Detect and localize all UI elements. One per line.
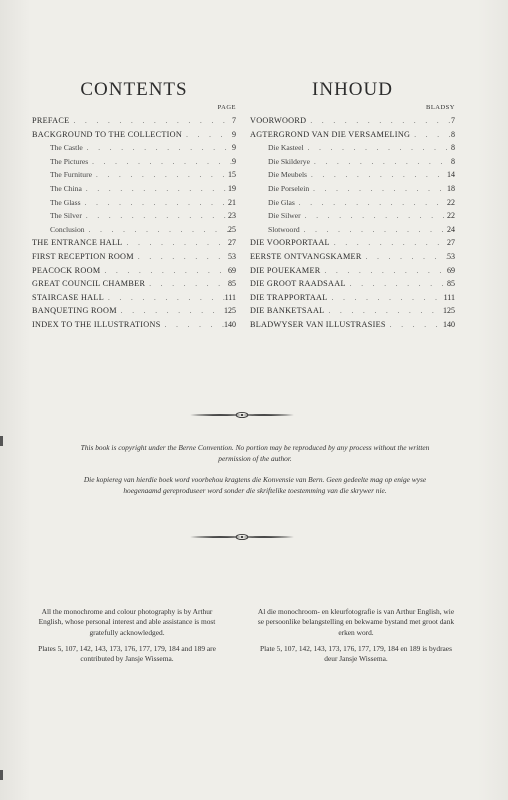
- toc-title: Die Silwer: [268, 211, 301, 221]
- toc-page: 69: [447, 265, 455, 275]
- dot-leader: [328, 292, 444, 305]
- toc-page: 8: [451, 129, 455, 139]
- toc-subentry: [32, 223, 236, 237]
- page-column-label: PAGE: [217, 104, 236, 111]
- toc-title: DIE VOORPORTAAL: [250, 238, 330, 248]
- toc-page: 25: [228, 224, 236, 234]
- page-column-label: BLADSY: [425, 104, 455, 111]
- toc-title: The China: [50, 183, 82, 193]
- toc-page: 7: [451, 116, 455, 125]
- toc-title: AGTERGROND VAN DIE VERSAMELING: [250, 129, 411, 139]
- toc-title: DIE GROOT RAADSAAL: [250, 279, 346, 289]
- copyright-notice-afrikaans: Die kopiereg van hierdie boek word voorbehou kragtens die Konvensie van Bern. Geen gedeelte mag op enige wyse hoegenaamd gereproduseer word sonder die skriftelike toestemming van die skrywer nie.: [83, 475, 427, 495]
- photography-credit: All the monochrome and colour photography is by Arthur English, whose personal interest and able assistance is most gratefully acknowledged.: [38, 607, 216, 637]
- toc-page: 69: [228, 265, 236, 275]
- toc-subentry: [250, 141, 455, 155]
- plates-credit: Plates 5, 107, 142, 143, 173, 176, 177, 179, 184 and 189 are contributed by Jansje Wissema.: [38, 643, 216, 664]
- toc-entry: [32, 128, 236, 142]
- dot-leader: [82, 183, 228, 196]
- toc-page: 14: [447, 170, 455, 180]
- dot-leader: [92, 169, 228, 182]
- toc-title: VOORWOORD: [250, 116, 307, 125]
- dot-leader: [85, 224, 228, 237]
- toc-subentry: [250, 182, 455, 196]
- dot-leader: [306, 115, 451, 128]
- toc-page: 15: [228, 170, 236, 180]
- toc-subentry: [250, 223, 455, 237]
- toc-page: 125: [443, 306, 455, 316]
- toc-entry: [32, 250, 236, 264]
- toc-entry: [32, 277, 236, 291]
- toc-title: PREFACE: [32, 116, 70, 125]
- dot-leader: [301, 210, 447, 223]
- toc-title: The Furniture: [50, 170, 92, 180]
- dot-leader: [123, 237, 228, 250]
- dot-leader: [145, 278, 228, 291]
- toc-page: 27: [447, 238, 455, 248]
- ornament-divider: [190, 411, 294, 419]
- toc-title: FIRST RECEPTION ROOM: [32, 251, 134, 261]
- toc-title: GREAT COUNCIL CHAMBER: [32, 279, 146, 289]
- page-edge-mark: [0, 770, 3, 780]
- dot-leader: [304, 142, 451, 155]
- credits-english: [32, 607, 222, 670]
- toc-entry: [32, 304, 236, 318]
- toc-title: The Castle: [50, 143, 83, 153]
- toc-page: 125: [224, 306, 236, 316]
- toc-title: Die Kasteel: [268, 143, 304, 153]
- toc-title: The Pictures: [50, 156, 89, 166]
- toc-page: 9: [232, 129, 236, 139]
- dot-leader: [324, 305, 443, 318]
- toc-page: 23: [228, 211, 236, 221]
- toc-entry: [250, 291, 455, 305]
- dot-leader: [346, 278, 447, 291]
- dot-leader: [100, 265, 228, 278]
- toc-page: 140: [224, 319, 236, 329]
- dot-leader: [88, 156, 232, 169]
- toc-page: 21: [228, 197, 236, 207]
- toc-page: 85: [447, 279, 455, 289]
- toc-subentry: [32, 182, 236, 196]
- toc-page: 111: [224, 292, 236, 302]
- toc-entry: [250, 128, 455, 142]
- toc-entry: [250, 304, 455, 318]
- toc-title: The Silver: [50, 211, 82, 221]
- toc-title: EERSTE ONTVANGSKAMER: [250, 251, 362, 261]
- toc-title: Die Meubels: [268, 170, 308, 180]
- dot-leader: [134, 251, 228, 264]
- toc-title: BACKGROUND TO THE COLLECTION: [32, 129, 183, 139]
- toc-title: Die Skilderye: [268, 156, 310, 166]
- copyright-notice-english: This book is copyright under the Berne Convention. No portion may be reproduced by any process without the written permission of the author.: [80, 443, 430, 463]
- toc-page: 27: [228, 238, 236, 248]
- toc-entry: [250, 114, 455, 128]
- contents-heading: INHOUD: [312, 79, 393, 100]
- toc-title: Slotwoord: [268, 224, 300, 234]
- toc-page: 111: [443, 292, 455, 302]
- toc-entry: [32, 264, 236, 278]
- toc-entry: [250, 236, 455, 250]
- toc-page: 8: [451, 156, 455, 166]
- toc-subentry: [250, 155, 455, 169]
- plates-credit: Plate 5, 107, 142, 143, 173, 176, 177, 179, 184 en 189 is bydraes deur Jansje Wissema.: [260, 643, 452, 664]
- toc-page: 53: [228, 251, 236, 261]
- toc-title: PEACOCK ROOM: [32, 265, 101, 275]
- contents-heading: CONTENTS: [80, 79, 188, 100]
- toc-entry: [32, 236, 236, 250]
- toc-subentry: [32, 196, 236, 210]
- dot-leader: [295, 197, 447, 210]
- dot-leader: [321, 265, 447, 278]
- toc-title: DIE TRAPPORTAAL: [250, 292, 328, 302]
- contents-afrikaans: [250, 78, 455, 332]
- toc-subentry: [32, 209, 236, 223]
- toc-title: Die Glas: [268, 197, 295, 207]
- toc-title: Conclusion: [50, 224, 85, 234]
- dot-leader: [300, 224, 447, 237]
- ornament-divider: [190, 533, 294, 541]
- toc-title: BANQUETING ROOM: [32, 306, 117, 316]
- dot-leader: [82, 210, 228, 223]
- toc-title: BLADWYSER VAN ILLUSTRASIES: [250, 319, 386, 329]
- toc-page: 9: [232, 143, 236, 153]
- toc-subentry: [32, 168, 236, 182]
- dot-leader: [307, 169, 447, 182]
- dot-leader: [117, 305, 224, 318]
- toc-page: 9: [232, 156, 236, 166]
- toc-subentry: [32, 141, 236, 155]
- toc-title: STAIRCASE HALL: [32, 292, 105, 302]
- toc-page: 22: [447, 197, 455, 207]
- toc-page: 18: [447, 183, 455, 193]
- toc-page: 22: [447, 211, 455, 221]
- photography-credit: Al die monochroom- en kleurfotografie is van Arthur English, wie se persoonlike belangstelling en bekwame bystand met groot dank erken word.: [257, 607, 455, 637]
- toc-title: DIE POUEKAMER: [250, 265, 321, 275]
- toc-page: 53: [447, 251, 455, 261]
- toc-title: The Glass: [50, 197, 81, 207]
- dot-leader: [362, 251, 447, 264]
- dot-leader: [310, 156, 451, 169]
- dot-leader: [104, 292, 225, 305]
- dot-leader: [330, 237, 447, 250]
- toc-entry: [250, 250, 455, 264]
- toc-entry: [32, 318, 236, 332]
- dot-leader: [182, 129, 232, 142]
- toc-subentry: [250, 209, 455, 223]
- toc-entry: [250, 277, 455, 291]
- dot-leader: [309, 183, 447, 196]
- dot-leader: [161, 319, 224, 332]
- toc-page: 85: [228, 279, 236, 289]
- toc-entry: [32, 114, 236, 128]
- toc-title: INDEX TO THE ILLUSTRATIONS: [32, 319, 161, 329]
- dot-leader: [81, 197, 228, 210]
- toc-page: 19: [228, 183, 236, 193]
- toc-page: 8: [451, 143, 455, 153]
- toc-page: 24: [447, 224, 455, 234]
- credits-afrikaans: [256, 607, 456, 670]
- dot-leader: [410, 129, 451, 142]
- toc-subentry: [250, 168, 455, 182]
- toc-entry: [250, 318, 455, 332]
- page-edge-mark: [0, 436, 3, 446]
- toc-entry: [32, 291, 236, 305]
- toc-entry: [250, 264, 455, 278]
- toc-title: DIE BANKETSAAL: [250, 306, 325, 316]
- toc-page: 140: [443, 319, 455, 329]
- toc-subentry: [32, 155, 236, 169]
- toc-title: THE ENTRANCE HALL: [32, 238, 123, 248]
- toc-title: Die Porselein: [268, 183, 310, 193]
- dot-leader: [69, 115, 232, 128]
- dot-leader: [83, 142, 232, 155]
- toc-subentry: [250, 196, 455, 210]
- toc-page: 7: [232, 116, 236, 125]
- contents-english: [32, 78, 236, 332]
- dot-leader: [386, 319, 443, 332]
